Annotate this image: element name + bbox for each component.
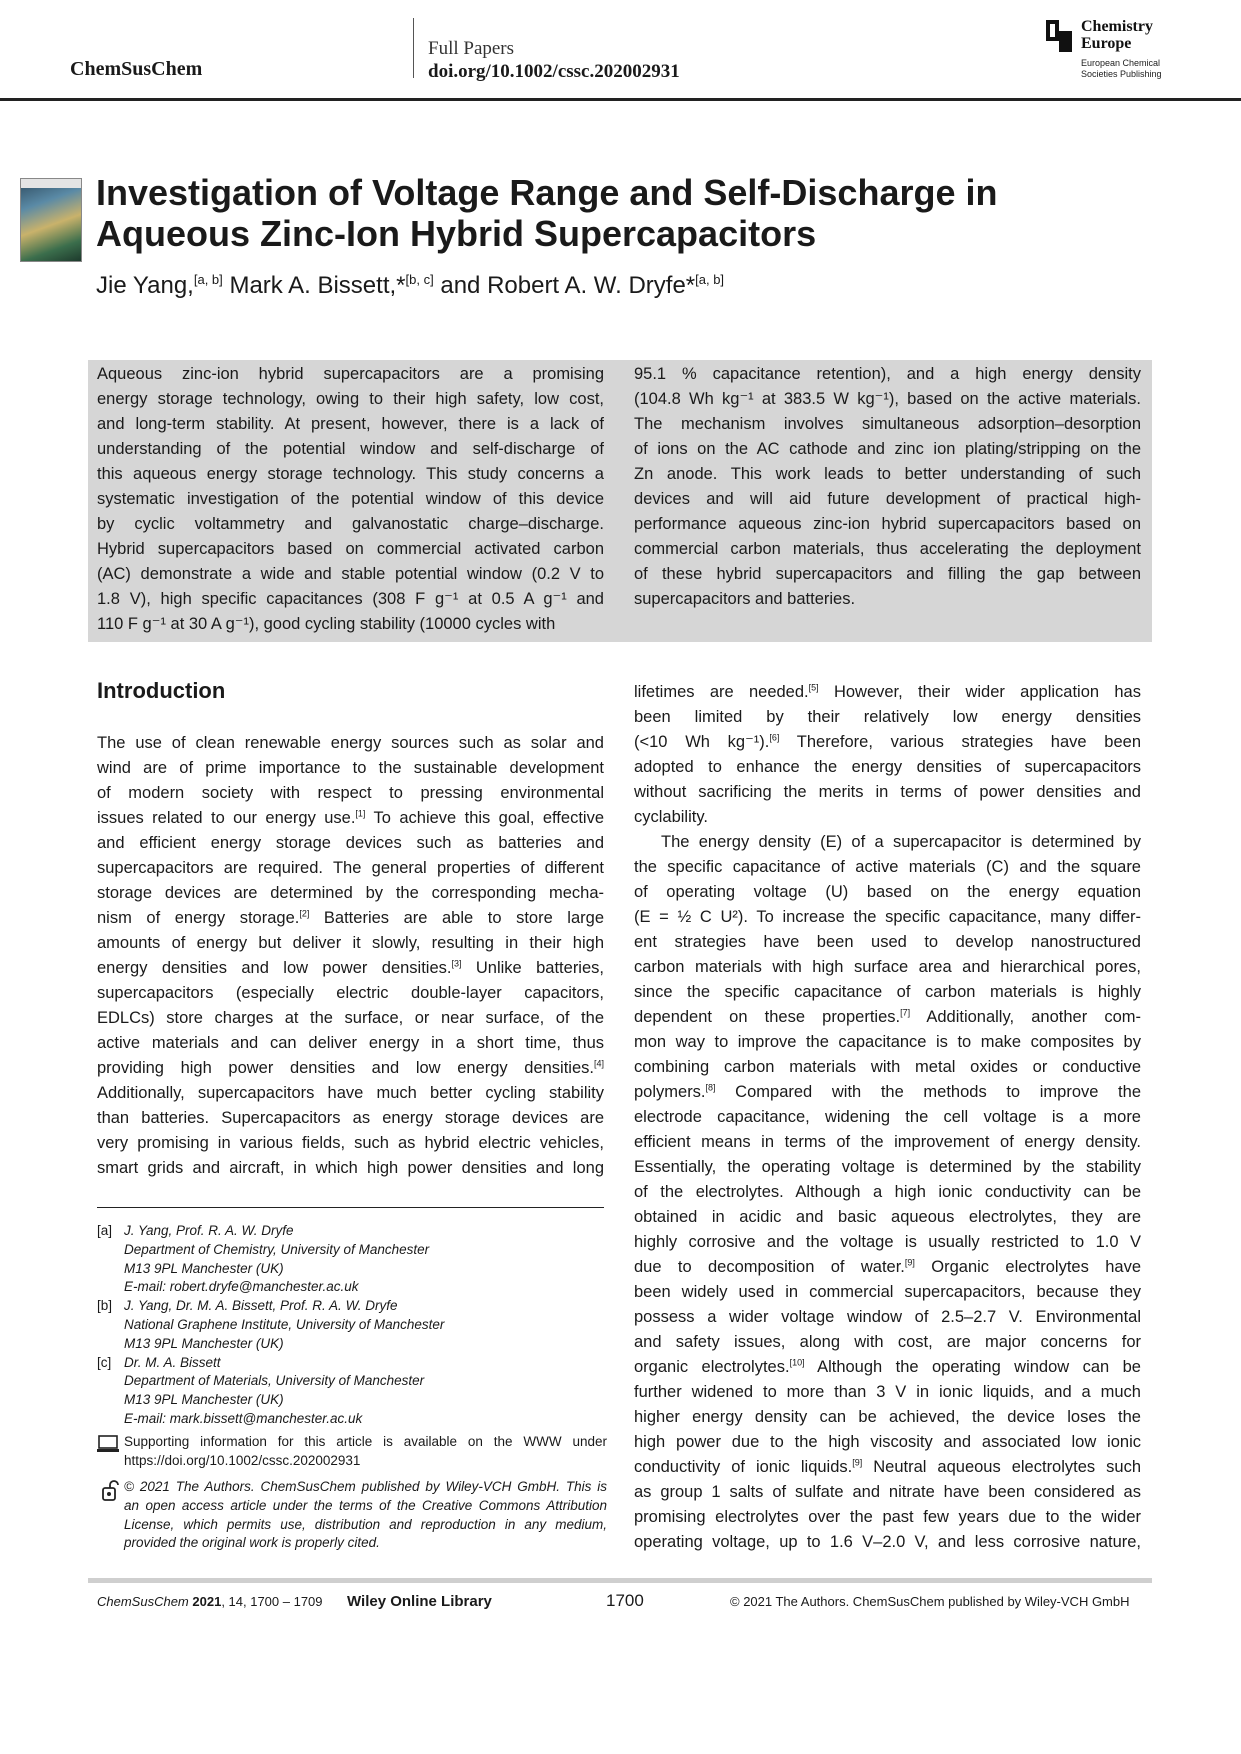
- text-line: by cyclic voltammetry and galvanostatic charge–discharge.: [97, 515, 604, 533]
- journal-cover-thumbnail[interactable]: [20, 178, 82, 262]
- footer-journal: ChemSusChem: [97, 1594, 189, 1609]
- text-segment: ent strategies have been used to develop nanostructured: [634, 933, 1141, 951]
- text-line: [634, 1055, 1141, 1080]
- text-segment: EDLCs) store charges at the surface, or near surface, of the: [97, 1009, 604, 1027]
- text-line: [634, 805, 1141, 830]
- abstract-right-column: [634, 362, 1141, 612]
- text-line: [634, 1330, 1141, 1355]
- text-line: [97, 1006, 604, 1031]
- text-line: [634, 1405, 1141, 1430]
- text-line: [97, 1056, 604, 1081]
- text-segment: possess a wider voltage window of 2.5–2.7 V. Environmental: [634, 1308, 1141, 1326]
- text-line: [97, 806, 604, 831]
- text-segment: However, their wider application has: [818, 683, 1141, 701]
- citation-link[interactable]: [3]: [451, 958, 462, 969]
- text-line: License, which permits use, distribution and reproduction in any medium,: [124, 1516, 607, 1532]
- text-line: [634, 1305, 1141, 1330]
- affiliation-block: [97, 1222, 607, 1297]
- text-line: [634, 1280, 1141, 1305]
- text-line: of these hybrid supercapacitors and filling the gap between: [634, 565, 1141, 583]
- affiliation-line: M13 9PL Manchester (UK): [124, 1335, 284, 1351]
- logo-title: Chemistry Europe: [1081, 18, 1153, 52]
- text-segment: The use of clean renewable energy sources such as solar and: [97, 734, 604, 752]
- text-segment: Additionally, another com-: [910, 1008, 1141, 1026]
- text-line: [634, 980, 1141, 1005]
- author-name: Mark A. Bissett,*: [222, 272, 406, 299]
- text-line: [634, 1530, 1141, 1555]
- text-segment: supercapacitors are required. The general properties of different: [97, 859, 604, 877]
- email-link[interactable]: E-mail: mark.bissett@manchester.ac.uk: [124, 1410, 363, 1426]
- text-segment: (<10 Wh kg⁻¹).: [634, 733, 770, 751]
- citation-link[interactable]: [7]: [900, 1007, 911, 1018]
- text-line: systematic investigation of the potential window of this device: [97, 490, 604, 508]
- text-line: [97, 1081, 604, 1106]
- text-line: [97, 931, 604, 956]
- title-line: Investigation of Voltage Range and Self-Discharge in: [96, 172, 998, 213]
- text-line: [634, 855, 1141, 880]
- text-line: [97, 881, 604, 906]
- text-line: and long-term stability. At present, however, there is a lack of: [97, 415, 604, 433]
- doi-link[interactable]: doi.org/10.1002/cssc.202002931: [428, 61, 680, 82]
- footer-citation: [97, 1594, 323, 1609]
- text-segment: Therefore, various strategies have been: [779, 733, 1141, 751]
- affiliation-tag: [a]: [97, 1223, 113, 1238]
- citation-link[interactable]: [1]: [355, 808, 366, 819]
- affiliations: [97, 1222, 607, 1429]
- chemistry-europe-logo-icon: [1046, 20, 1072, 52]
- supporting-info-text[interactable]: [124, 1433, 607, 1471]
- email-link[interactable]: E-mail: robert.dryfe@manchester.ac.uk: [124, 1279, 359, 1295]
- affiliation-tag: [b]: [97, 1298, 113, 1314]
- text-line: [634, 1505, 1141, 1530]
- text-line: supercapacitors and batteries.: [634, 590, 856, 608]
- text-line: of ions on the AC cathode and zinc ion plating/stripping on the: [634, 440, 1141, 458]
- text-segment: issues related to our energy use.: [97, 809, 356, 827]
- text-line: [97, 956, 604, 981]
- text-line: [634, 1030, 1141, 1055]
- text-line: [634, 1180, 1141, 1205]
- affiliation-line: Department of Materials, University of Manchester: [124, 1373, 425, 1389]
- text-line: Supporting information for this article is available on the WWW under: [124, 1434, 607, 1449]
- text-line: [634, 1130, 1141, 1155]
- text-line: [97, 981, 604, 1006]
- text-segment: mon way to improve the capacitance is to make composites by: [634, 1033, 1141, 1051]
- text-segment: higher energy density can be achieved, the device loses the: [634, 1408, 1141, 1426]
- text-segment: smart grids and aircraft, in which high power densities and long: [97, 1159, 604, 1177]
- text-line: [634, 755, 1141, 780]
- text-segment: high power due to the high viscosity and associated low ionic: [634, 1433, 1141, 1451]
- citation-link[interactable]: [4]: [593, 1058, 604, 1069]
- text-line: [634, 780, 1141, 805]
- journal-name: ChemSusChem: [70, 58, 203, 80]
- text-line: 110 F g⁻¹ at 30 A g⁻¹), good cycling stability (10000 cycles with: [97, 615, 556, 633]
- abstract-left-column: [97, 362, 604, 637]
- text-line: Aqueous zinc-ion hybrid supercapacitors are a promising: [97, 365, 604, 383]
- text-line: [97, 1156, 604, 1181]
- text-line: [634, 1455, 1141, 1480]
- affiliation-line: National Graphene Institute, University of Manchester: [124, 1316, 445, 1332]
- footnote-rule: [97, 1207, 604, 1208]
- text-segment: Neutral aqueous electrolytes such: [862, 1458, 1142, 1476]
- text-line: [634, 1255, 1141, 1280]
- text-line: energy storage technology, owing to their high safety, low cost,: [97, 390, 604, 408]
- text-segment: highly corrosive and the voltage is usually restricted to 1.0 V: [634, 1233, 1141, 1251]
- text-line: provided the original work is properly cited.: [124, 1535, 380, 1551]
- text-line: [634, 1355, 1141, 1380]
- affiliation-line: J. Yang, Prof. R. A. W. Dryfe: [124, 1223, 294, 1238]
- text-segment: Organic electrolytes have: [914, 1258, 1141, 1276]
- license-text: [124, 1478, 607, 1553]
- text-segment: obtained in acidic and basic aqueous electrolytes, they are: [634, 1208, 1141, 1226]
- text-segment: wind are of prime importance to the sustainable development: [97, 759, 604, 777]
- text-segment: been limited by their relatively low energy densities: [634, 708, 1141, 726]
- text-segment: carbon materials with high surface area and hierarchical pores,: [634, 958, 1141, 976]
- text-line: [97, 781, 604, 806]
- text-line: [634, 880, 1141, 905]
- text-line: [634, 930, 1141, 955]
- text-line: [634, 1480, 1141, 1505]
- text-segment: promising electrolytes over the past few years due to the wider: [634, 1508, 1141, 1526]
- author-name: Jie Yang,: [96, 272, 194, 299]
- text-line: this aqueous energy storage technology. This study concerns a: [97, 465, 604, 483]
- author-affiliation-mark: [b, c]: [405, 272, 434, 287]
- text-segment: polymers.: [634, 1083, 706, 1101]
- text-segment: (E = ½ C U²). To increase the specific capacitance, many differ-: [634, 908, 1141, 926]
- citation-link[interactable]: [5]: [808, 682, 819, 693]
- text-line: [634, 730, 1141, 755]
- affiliation-line: M13 9PL Manchester (UK): [124, 1392, 284, 1408]
- citation-link[interactable]: [8]: [705, 1082, 716, 1093]
- text-line: [97, 1131, 604, 1156]
- text-line: (AC) demonstrate a wide and stable potential window (0.2 V to: [97, 565, 604, 583]
- article-title: [96, 172, 1136, 254]
- affiliation-line: Department of Chemistry, University of Manchester: [124, 1241, 430, 1257]
- text-segment: electrode capacitance, widening the cell voltage is a more: [634, 1108, 1141, 1126]
- affiliation-tag: [c]: [97, 1354, 112, 1370]
- footer-copyright: © 2021 The Authors. ChemSusChem published by Wiley-VCH GmbH: [730, 1594, 1130, 1609]
- text-line: [97, 906, 604, 931]
- body-right-column: [634, 680, 1141, 1555]
- text-line: [634, 1230, 1141, 1255]
- text-line: [97, 1031, 604, 1056]
- logo-subtitle: European Chemical Societies Publishing: [1081, 58, 1162, 79]
- text-segment: and efficient energy storage devices such as batteries and: [97, 834, 604, 852]
- text-line: [634, 1205, 1141, 1230]
- citation-link[interactable]: [2]: [299, 908, 310, 919]
- text-segment: as group 1 salts of sulfate and nitrate have been considered as: [634, 1483, 1141, 1501]
- header-rule: [0, 98, 1241, 101]
- text-segment: efficient means in terms of the improvement of energy density.: [634, 1133, 1141, 1151]
- text-line: [97, 756, 604, 781]
- page-number: 1700: [606, 1591, 644, 1610]
- text-segment: cyclability.: [634, 808, 708, 826]
- text-segment: the specific capacitance of active materials (C) and the square: [634, 858, 1141, 876]
- text-segment: dependent on these properties.: [634, 1008, 901, 1026]
- affiliation-line: Dr. M. A. Bissett: [124, 1354, 221, 1370]
- footer-volume-pages: , 14, 1700 – 1709: [221, 1594, 323, 1609]
- text-line: © 2021 The Authors. ChemSusChem published by Wiley-VCH GmbH. This is: [124, 1479, 607, 1494]
- text-segment: Although the operating window can be: [804, 1358, 1141, 1376]
- text-line: [634, 705, 1141, 730]
- text-segment: than batteries. Supercapacitors as energy storage devices are: [97, 1109, 604, 1127]
- text-segment: Batteries are able to store large: [309, 909, 604, 927]
- affiliation-block: [97, 1354, 607, 1429]
- text-segment: very promising in various fields, such as hybrid electric vehicles,: [97, 1134, 604, 1152]
- section-heading: Introduction: [97, 678, 226, 703]
- text-line: understanding of the potential window and self-discharge of: [97, 440, 604, 458]
- affiliation-line: M13 9PL Manchester (UK): [124, 1260, 284, 1276]
- citation-link[interactable]: [9]: [904, 1257, 915, 1268]
- text-line: [634, 1105, 1141, 1130]
- text-segment: nism of energy storage.: [97, 909, 300, 927]
- text-segment: and safety issues, along with cost, are major concerns for: [634, 1333, 1141, 1351]
- text-line: [97, 731, 604, 756]
- author-affiliation-mark: [a, b]: [193, 272, 223, 287]
- text-line: [634, 905, 1141, 930]
- text-segment: Essentially, the operating voltage is determined by the stability: [634, 1158, 1141, 1176]
- text-segment: organic electrolytes.: [634, 1358, 790, 1376]
- open-access-icon: [97, 1480, 119, 1502]
- computer-icon: [97, 1435, 119, 1453]
- text-line: an open access article under the terms of the Creative Commons Attribution: [124, 1497, 607, 1513]
- text-segment: amounts of energy but deliver it slowly, resulting in their high: [97, 934, 604, 952]
- text-segment: due to decomposition of water.: [634, 1258, 905, 1276]
- text-line: devices and will aid future development of practical high-: [634, 490, 1141, 508]
- section-type: Full Papers: [428, 38, 515, 59]
- footer-rule: [88, 1578, 1152, 1583]
- text-line: [97, 831, 604, 856]
- affiliation-line: J. Yang, Dr. M. A. Bissett, Prof. R. A. W. Dryfe: [124, 1298, 398, 1314]
- text-line: The mechanism involves simultaneous adsorption–desorption: [634, 415, 1141, 433]
- text-segment: further widened to more than 3 V in ionic liquids, and a much: [634, 1383, 1141, 1401]
- text-segment: Unlike batteries,: [461, 959, 604, 977]
- text-line: 1.8 V), high specific capacitances (308 F g⁻¹ at 0.5 A g⁻¹ and: [97, 590, 604, 608]
- citation-link[interactable]: [9]: [852, 1457, 863, 1468]
- text-segment: providing high power densities and low energy densities.: [97, 1059, 594, 1077]
- text-line: [634, 955, 1141, 980]
- text-segment: supercapacitors (especially electric double-layer capacitors,: [97, 984, 604, 1002]
- chemistry-europe-logo[interactable]: [1046, 18, 1176, 82]
- text-segment: To achieve this goal, effective: [365, 809, 604, 827]
- header-divider: [413, 18, 414, 78]
- text-line: 95.1 % capacitance retention), and a high energy density: [634, 365, 1141, 383]
- text-segment: The energy density (E) of a supercapacitor is determined by: [661, 833, 1141, 851]
- author-affiliation-mark: [a, b]: [695, 272, 725, 287]
- text-segment: operating voltage, up to 1.6 V–2.0 V, and less corrosive nature,: [634, 1533, 1141, 1551]
- text-line: [97, 856, 604, 881]
- text-line: [634, 830, 1141, 855]
- text-line: https://doi.org/10.1002/cssc.202002931: [124, 1452, 361, 1468]
- text-line: [97, 1106, 604, 1131]
- text-segment: since the specific capacitance of carbon materials is highly: [634, 983, 1141, 1001]
- supporting-info-note: [97, 1433, 607, 1471]
- text-line: [634, 1005, 1141, 1030]
- text-segment: without sacrificing the merits in terms of power densities and: [634, 783, 1141, 801]
- text-line: [634, 1080, 1141, 1105]
- author-list: [96, 272, 724, 300]
- title-line: Aqueous Zinc-Ion Hybrid Supercapacitors: [96, 213, 817, 254]
- text-segment: Additionally, supercapacitors have much better cycling stability: [97, 1084, 604, 1102]
- footer-year: 2021: [192, 1594, 222, 1609]
- text-line: [634, 1430, 1141, 1455]
- text-segment: been widely used in commercial supercapacitors, because they: [634, 1283, 1141, 1301]
- text-line: [634, 680, 1141, 705]
- text-segment: energy densities and low power densities.: [97, 959, 452, 977]
- text-line: (104.8 Wh kg⁻¹ at 383.5 W kg⁻¹), based on the active materials.: [634, 390, 1141, 408]
- text-segment: storage devices are determined by the corresponding mecha-: [97, 884, 604, 902]
- citation-link[interactable]: [6]: [769, 732, 780, 743]
- text-segment: lifetimes are needed.: [634, 683, 809, 701]
- text-segment: combining carbon materials with metal oxides or conductive: [634, 1058, 1141, 1076]
- text-segment: of the electrolytes. Although a high ionic conductivity can be: [634, 1183, 1141, 1201]
- text-line: [634, 1380, 1141, 1405]
- citation-link[interactable]: [10]: [789, 1357, 805, 1368]
- text-segment: adopted to enhance the energy densities of supercapacitors: [634, 758, 1141, 776]
- author-name: and Robert A. W. Dryfe*: [433, 272, 696, 299]
- text-segment: conductivity of ionic liquids.: [634, 1458, 853, 1476]
- text-line: performance aqueous zinc-ion hybrid supercapacitors based on: [634, 515, 1141, 533]
- affiliation-block: [97, 1297, 607, 1353]
- text-segment: Compared with the methods to improve the: [715, 1083, 1141, 1101]
- text-segment: active materials and can deliver energy in a short time, thus: [97, 1034, 604, 1052]
- wiley-online-library-link[interactable]: Wiley Online Library: [347, 1593, 492, 1610]
- text-line: Zn anode. This work leads to better understanding of such: [634, 465, 1141, 483]
- text-segment: of modern society with respect to pressing environmental: [97, 784, 604, 802]
- body-left-column: [97, 731, 604, 1181]
- text-line: [634, 1155, 1141, 1180]
- license-note: [97, 1478, 607, 1553]
- text-line: commercial carbon materials, thus accelerating the deployment: [634, 540, 1141, 558]
- text-line: Hybrid supercapacitors based on commercial activated carbon: [97, 540, 604, 558]
- text-segment: of operating voltage (U) based on the energy equation: [634, 883, 1141, 901]
